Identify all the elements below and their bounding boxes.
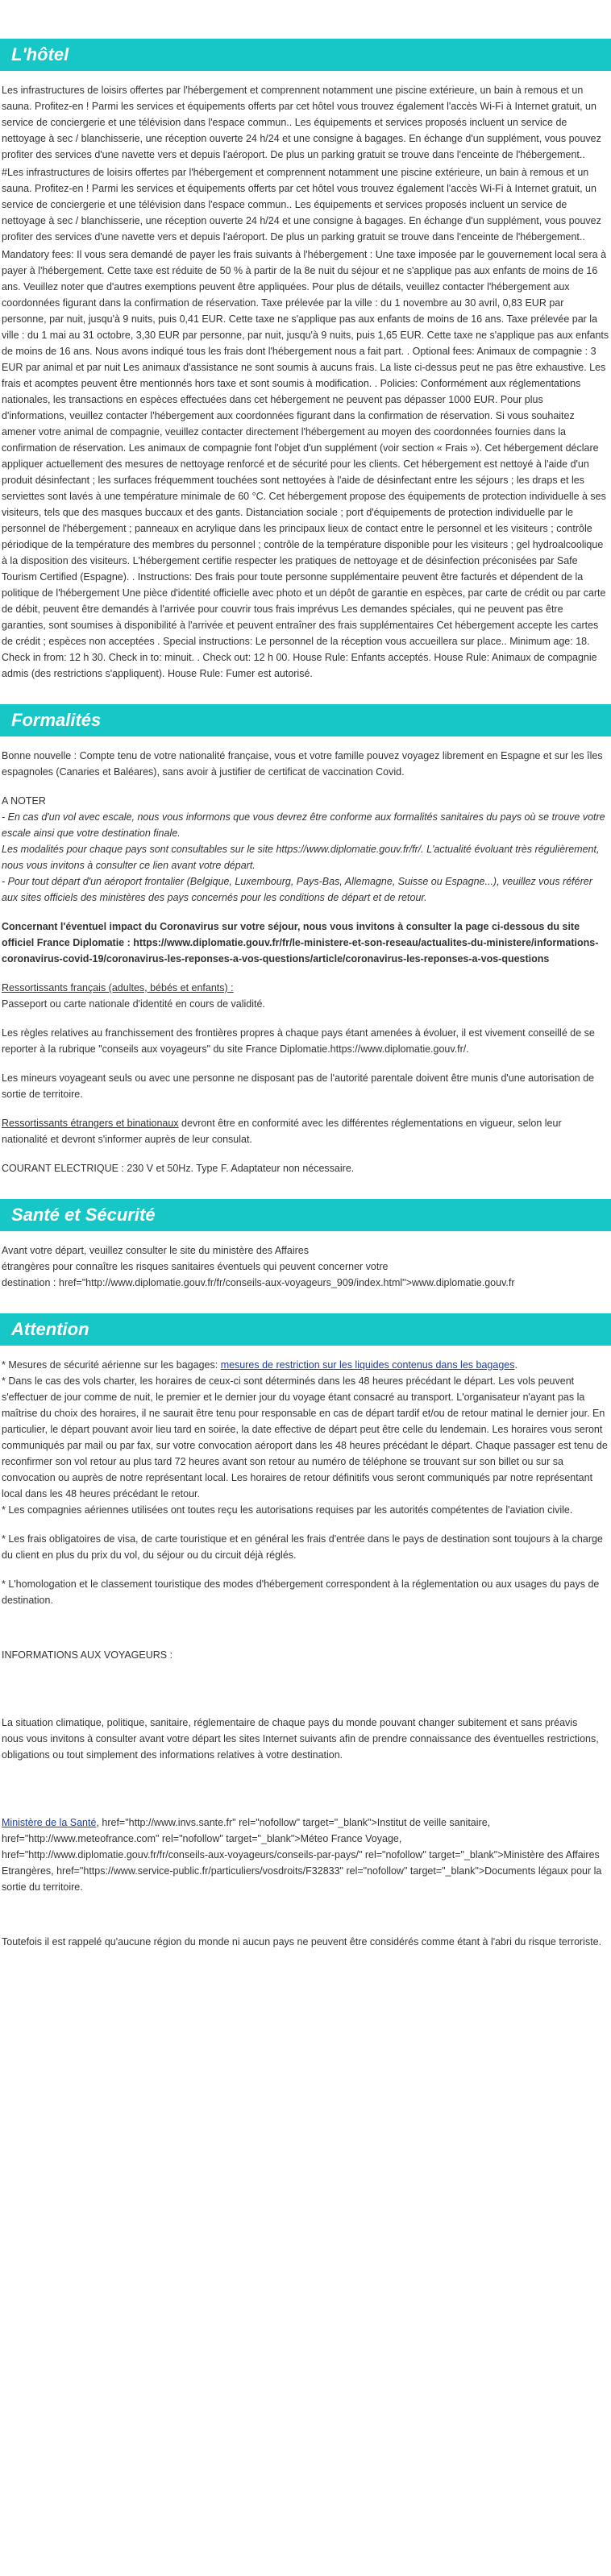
hotel-paragraph-3: Mandatory fees: Il vous sera demandé de payer les frais suivants à l'hébergement : Une taxe imposée par le gouvernement local sera à payer à l'hébergement. Cette taxe est réduite de 50 % à partir de la 8e nuit du séjour et ne s'applique pas aux enfants de moins de 16 ans. Veuillez noter que d'autres exemptions peuvent être appliquées. Pour plus de détails, veuillez contacter l'hébergement aux coordonnées figurant dans la confirmation de réservation. Taxe prélevée par la ville : du 1 novembre au 30 avril, 0,83 EUR par personne, par nuit, jusqu'à 9 nuits, puis 0,41 EUR. Cette taxe ne s'applique pas aux enfants de moins de 16 ans. Taxe prélevée par la ville : du 1 mai au 31 octobre, 3,30 EUR par personne, par nuit, jusqu'à 9 nuits, puis 1,65 EUR. Cette taxe ne s'applique pas aux enfants de moins de 16 ans. Nous avons indiqué tous les frais dont l'hébergement nous a fait part. . Optional fees: Animaux de compagnie : 3 EUR par animal et par nuit Les animaux d'assistance ne sont soumis à aucuns frais. La liste ci-dessus peut ne pas être exhaustive. Les frais et acomptes peuvent être mentionnés hors taxe et sont soumis à modification. . Policies: Conformément aux réglementations nationales, les transactions en espèces effectuées dans cet hébergement ne peuvent pas dépasser 1000 EUR. Pour plus d'informations, veuillez contacter l'hébergement aux coordonnées figurant dans la confirmation de réservation. Si vous souhaitez amener votre animal de compagnie, veuillez contacter directement l'hébergement au moyen des coordonnées fournies dans la confirmation de réservation. Les animaux de compagnie font l'objet d'un supplément (voir section « Frais »). Cet hébergement déclare appliquer actuellement des mesures de nettoyage renforcé et de sécurité pour les clients. Cet hébergement est nettoyé à l'aide d'un produit désinfectant ; les surfaces fréquemment touchées sont nettoyées à l'aide de désinfectant entre les séjours ; les draps et les serviettes sont lavés à une température minimale de 60 °C. Cet hébergement propose des équipements de protection individuelle à ses visiteurs, tels que des masques buccaux et des gants. Distanciation sociale ; port d'équipements de protection individuelle par le personnel de l'hébergement ; panneaux en acrylique dans les principaux lieux de contact entre le personnel et les visiteurs ; contrôle périodique de la température des membres du personnel ; contrôle de la température disponible pour les visiteurs ; gel hydroalcoolique à la disposition des visiteurs. L'hébergement certifie respecter les pratiques de nettoyage et de désinfection préconisées par Safe Tourism Certified (Espagne). . Instructions: Des frais pour toute personne supplémentaire peuvent être facturés et dépendent de la politique de l'hébergement Une pièce d'identité officielle avec photo et un dépôt de garantie en espèces, par carte de crédit ou par carte de débit, peuvent être demandés à l'arrivée pour couvrir tous frais imprévus Les demandes spéciales, qui ne peuvent pas être garanties, sont soumises à disponibilité à l'arrivée et peuvent entraîner des frais supplémentaires Cet hébergement accepte les cartes de crédit ; espèces non acceptées . Special instructions: Le personnel de la réception vous accueillera sur place.. Minimum age: 18. Check in from: 12 h 30. Check in to: minuit. . Check out: 12 h 00. House Rule: Enfants acceptés. House Rule: Animaux de compagnie admis (des restrictions s'appliquent). House Rule: Fumer est autorisé. xyxy=(2,249,609,679)
schedules-item: * Dans le cas des vols charter, les horaires de ceux-ci sont déterminés dans les 48 heures précédant le départ. Les vols peuvent s'effectuer de jour comme de nuit, le premier et le dernier jour du voyage étant consacré au transport. L'organisateur n'ayant pas la maîtrise du choix des horaires, il ne saurait être tenu pour responsable en cas de départ tardif et/ou de retour matinal le dernier jour. En particulier, le départ pouvant avoir lieu tard en soirée, la date effective de départ peut être celle du lendemain. Les horaires vous seront communiqués par mail ou par fax, sur votre convocation aéroport dans les 48 heures précédant le départ. Chaque passager est tenu de reconfirmer son vol retour au plus tard 72 heures avant son retour au numéro de téléphone se trouvant sur son billet ou sur sa convocation ou auprès de notre représentant local. Les horaires de retour définitifs vous seront communiqués par notre représentant local dans les 48 heures précédant le retour. xyxy=(2,1375,608,1500)
spacer xyxy=(0,1776,611,1815)
spacer xyxy=(0,1621,611,1647)
hotel-section xyxy=(0,39,611,682)
measures-prefix: * Mesures de sécurité aérienne sur les bagages: xyxy=(2,1359,221,1371)
border-rules: Les règles relatives au franchissement des frontières propres à chaque pays étant amenées à évoluer, il est vivement conseillé de se reporter à la rubrique "conseils aux voyageurs" du site France Diplomatie.https://www.diplomatie.gouv.fr/. xyxy=(2,1027,595,1055)
formalites-intro: Bonne nouvelle : Compte tenu de votre nationalité française, vous et votre famille pouvez voyagez librement en Espagne et sur les îles espagnoles (Canaries et Baléares), sans avoir à justifier de certificat de vaccination Covid. xyxy=(2,750,603,778)
official-sites xyxy=(0,1815,611,1895)
formalites-note xyxy=(0,793,611,906)
sante-line-2: étrangères pour connaître les risques sanitaires éventuels qui peuvent concerner votre xyxy=(2,1261,389,1272)
french-nationals xyxy=(0,980,611,1012)
info-title: INFORMATIONS AUX VOYAGEURS : xyxy=(2,1649,173,1661)
situation-line-2: nous vous invitons à consulter avant votre départ les sites Internet suivants afin de prendre connaissance des éventuelles restrictions, obligations ou tout simplement des informations relatives à votre destination. xyxy=(2,1733,599,1761)
sante-text xyxy=(0,1242,611,1291)
attention-heading: Attention xyxy=(0,1313,611,1346)
situation-text xyxy=(0,1715,611,1763)
foreign-nationals-text: devront être en conformité avec les différentes réglementations en vigueur, selon leur nationalité et devront s'informer auprès de leur consulat. xyxy=(2,1118,562,1145)
note-line-3: - Pour tout départ d'un aéroport frontalier (Belgique, Luxembourg, Pays-Bas, Allemagne, Suisse ou Espagne...), veuillez vous référer aux sites officiels des ministères des pays concernés pour les conditions de départ et de retour. xyxy=(2,876,592,903)
electric-current: COURANT ELECTRIQUE : 230 V et 50Hz. Type F. Adaptateur non nécessaire. xyxy=(2,1163,355,1174)
liquids-restriction-link[interactable]: mesures de restriction sur les liquides contenus dans les bagages xyxy=(220,1359,515,1371)
hotel-paragraph-2: #Les infrastructures de loisirs offertes par l'hébergement et comprennent notamment une piscine extérieure, un bain à remous et un sauna. Profitez-en ! Parmi les services et équipements offerts par cet hôtel vous trouvez également l'accès Wi-Fi à Internet gratuit, un service de conciergerie et une télévision dans l'espace commun.. Les équipements et services proposés incluent un service de nettoyage à sec / blanchisserie, une réception ouverte 24 h/24 et une consigne à bagages. En échange d'un supplément, vous pouvez profiter des services d'une navette vers et depuis l'aéroport. De plus un parking gratuit se trouve dans l'enceinte de l'hébergement.. xyxy=(2,167,601,243)
attention-section xyxy=(0,1313,611,1950)
minors-notice: Les mineurs voyageant seuls ou avec une personne ne disposant pas de l'autorité parentale doivent être munis d'une autorisation de sortie de territoire. xyxy=(2,1072,595,1100)
formalites-section xyxy=(0,704,611,1176)
spacer xyxy=(0,1676,611,1715)
sante-section xyxy=(0,1199,611,1291)
sante-heading: Santé et Sécurité xyxy=(0,1199,611,1231)
note-line-1: - En cas d'un vol avec escale, nous vous informons que vous devrez être conforme aux formalités sanitaires du pays où se trouve votre escale ainsi que votre destination finale. xyxy=(2,811,605,839)
hotel-heading: L'hôtel xyxy=(0,39,611,71)
french-nationals-text: Passeport ou carte nationale d'identité en cours de validité. xyxy=(2,998,265,1010)
french-nationals-label: Ressortissants français (adultes, bébés et enfants) : xyxy=(2,982,234,993)
situation-line-1: La situation climatique, politique, sanitaire, réglementaire de chaque pays du monde pouvant changer subitement et sans préavis xyxy=(2,1717,578,1728)
note-line-2: Les modalités pour chaque pays sont consultables sur le site https://www.diplomatie.gouv.fr/fr/. L'actualité évoluant très régulièrement, nous vous invitons à consulter ce lien avant votre départ. xyxy=(2,844,600,871)
visa-item: * Les frais obligatoires de visa, de carte touristique et en général les frais d'entrée dans le pays de destination sont toujours à la charge du client en plus du prix du vol, du séjour ou du circuit déjà réglés. xyxy=(2,1533,603,1561)
spacer xyxy=(0,1908,611,1934)
attention-list xyxy=(0,1357,611,1518)
homologation-item: * L'homologation et le classement touristique des modes d'hébergement correspondent à la réglementation ou aux usages du pays de destination. xyxy=(2,1578,600,1606)
ministere-sante-link[interactable]: Ministère de la Santé xyxy=(2,1817,97,1828)
formalites-heading: Formalités xyxy=(0,704,611,736)
foreign-nationals-label: Ressortissants étrangers et binationaux xyxy=(2,1118,179,1129)
sante-line-1: Avant votre départ, veuillez consulter le site du ministère des Affaires xyxy=(2,1245,309,1256)
airlines-item: * Les compagnies aériennes utilisées ont toutes reçu les autorisations requises par les autorités compétentes de l'aviation civile. xyxy=(2,1504,573,1516)
sante-line-3: destination : href="http://www.diplomatie.gouv.fr/fr/conseils-aux-voyageurs_909/index.html">www.diplomatie.gouv.fr xyxy=(2,1277,515,1288)
foreign-nationals xyxy=(0,1115,611,1147)
covid-notice: Concernant l'éventuel impact du Coronavirus sur votre séjour, nous vous invitons à consulter la page ci-dessous du site officiel France Diplomatie : https://www.diplomatie.gouv.fr/fr/le-ministere-et-son-reseau/actualites-du-ministere/informations-coronavirus-covid-19/coronavirus-les-reponses-a-vos-questions/article/coronavirus-les-reponses-a-vos-questions xyxy=(2,921,599,964)
measures-suffix: . xyxy=(514,1359,517,1371)
note-title: A NOTER xyxy=(2,795,46,807)
official-sites-text: , href="http://www.invs.sante.fr" rel="nofollow" target="_blank">Institut de veille sanitaire, href="http://www.meteofrance.com" rel="nofollow" target="_blank">Méteo France Voyage, href="http://www.diplomatie.gouv.fr/fr/conseils-aux-voyageurs/conseils-par-pays/" rel="nofollow" target="_blank">Ministère des Affaires Etrangères, href="https://www.service-public.fr/particuliers/vosdroits/F32833" rel="nofollow" target="_blank">Documents légaux pour la sortie du territoire. xyxy=(2,1817,602,1893)
measures-item xyxy=(2,1357,609,1373)
terrorism-notice: Toutefois il est rappelé qu'aucune région du monde ni aucun pays ne peuvent être considérés comme étant à l'abri du risque terroriste. xyxy=(2,1936,602,1948)
hotel-paragraph-1: Les infrastructures de loisirs offertes par l'hébergement et comprennent notamment une piscine extérieure, un bain à remous et un sauna. Profitez-en ! Parmi les services et équipements offerts par cet hôtel vous trouvez également l'accès Wi-Fi à Internet gratuit, un service de conciergerie et une télévision dans l'espace commun.. Les équipements et services proposés incluent un service de nettoyage à sec / blanchisserie, une réception ouverte 24 h/24 et une consigne à bagages. En échange d'un supplément, vous pouvez profiter des services d'une navette vers et depuis l'aéroport. De plus un parking gratuit se trouve dans l'enceinte de l'hébergement.. xyxy=(2,85,601,160)
